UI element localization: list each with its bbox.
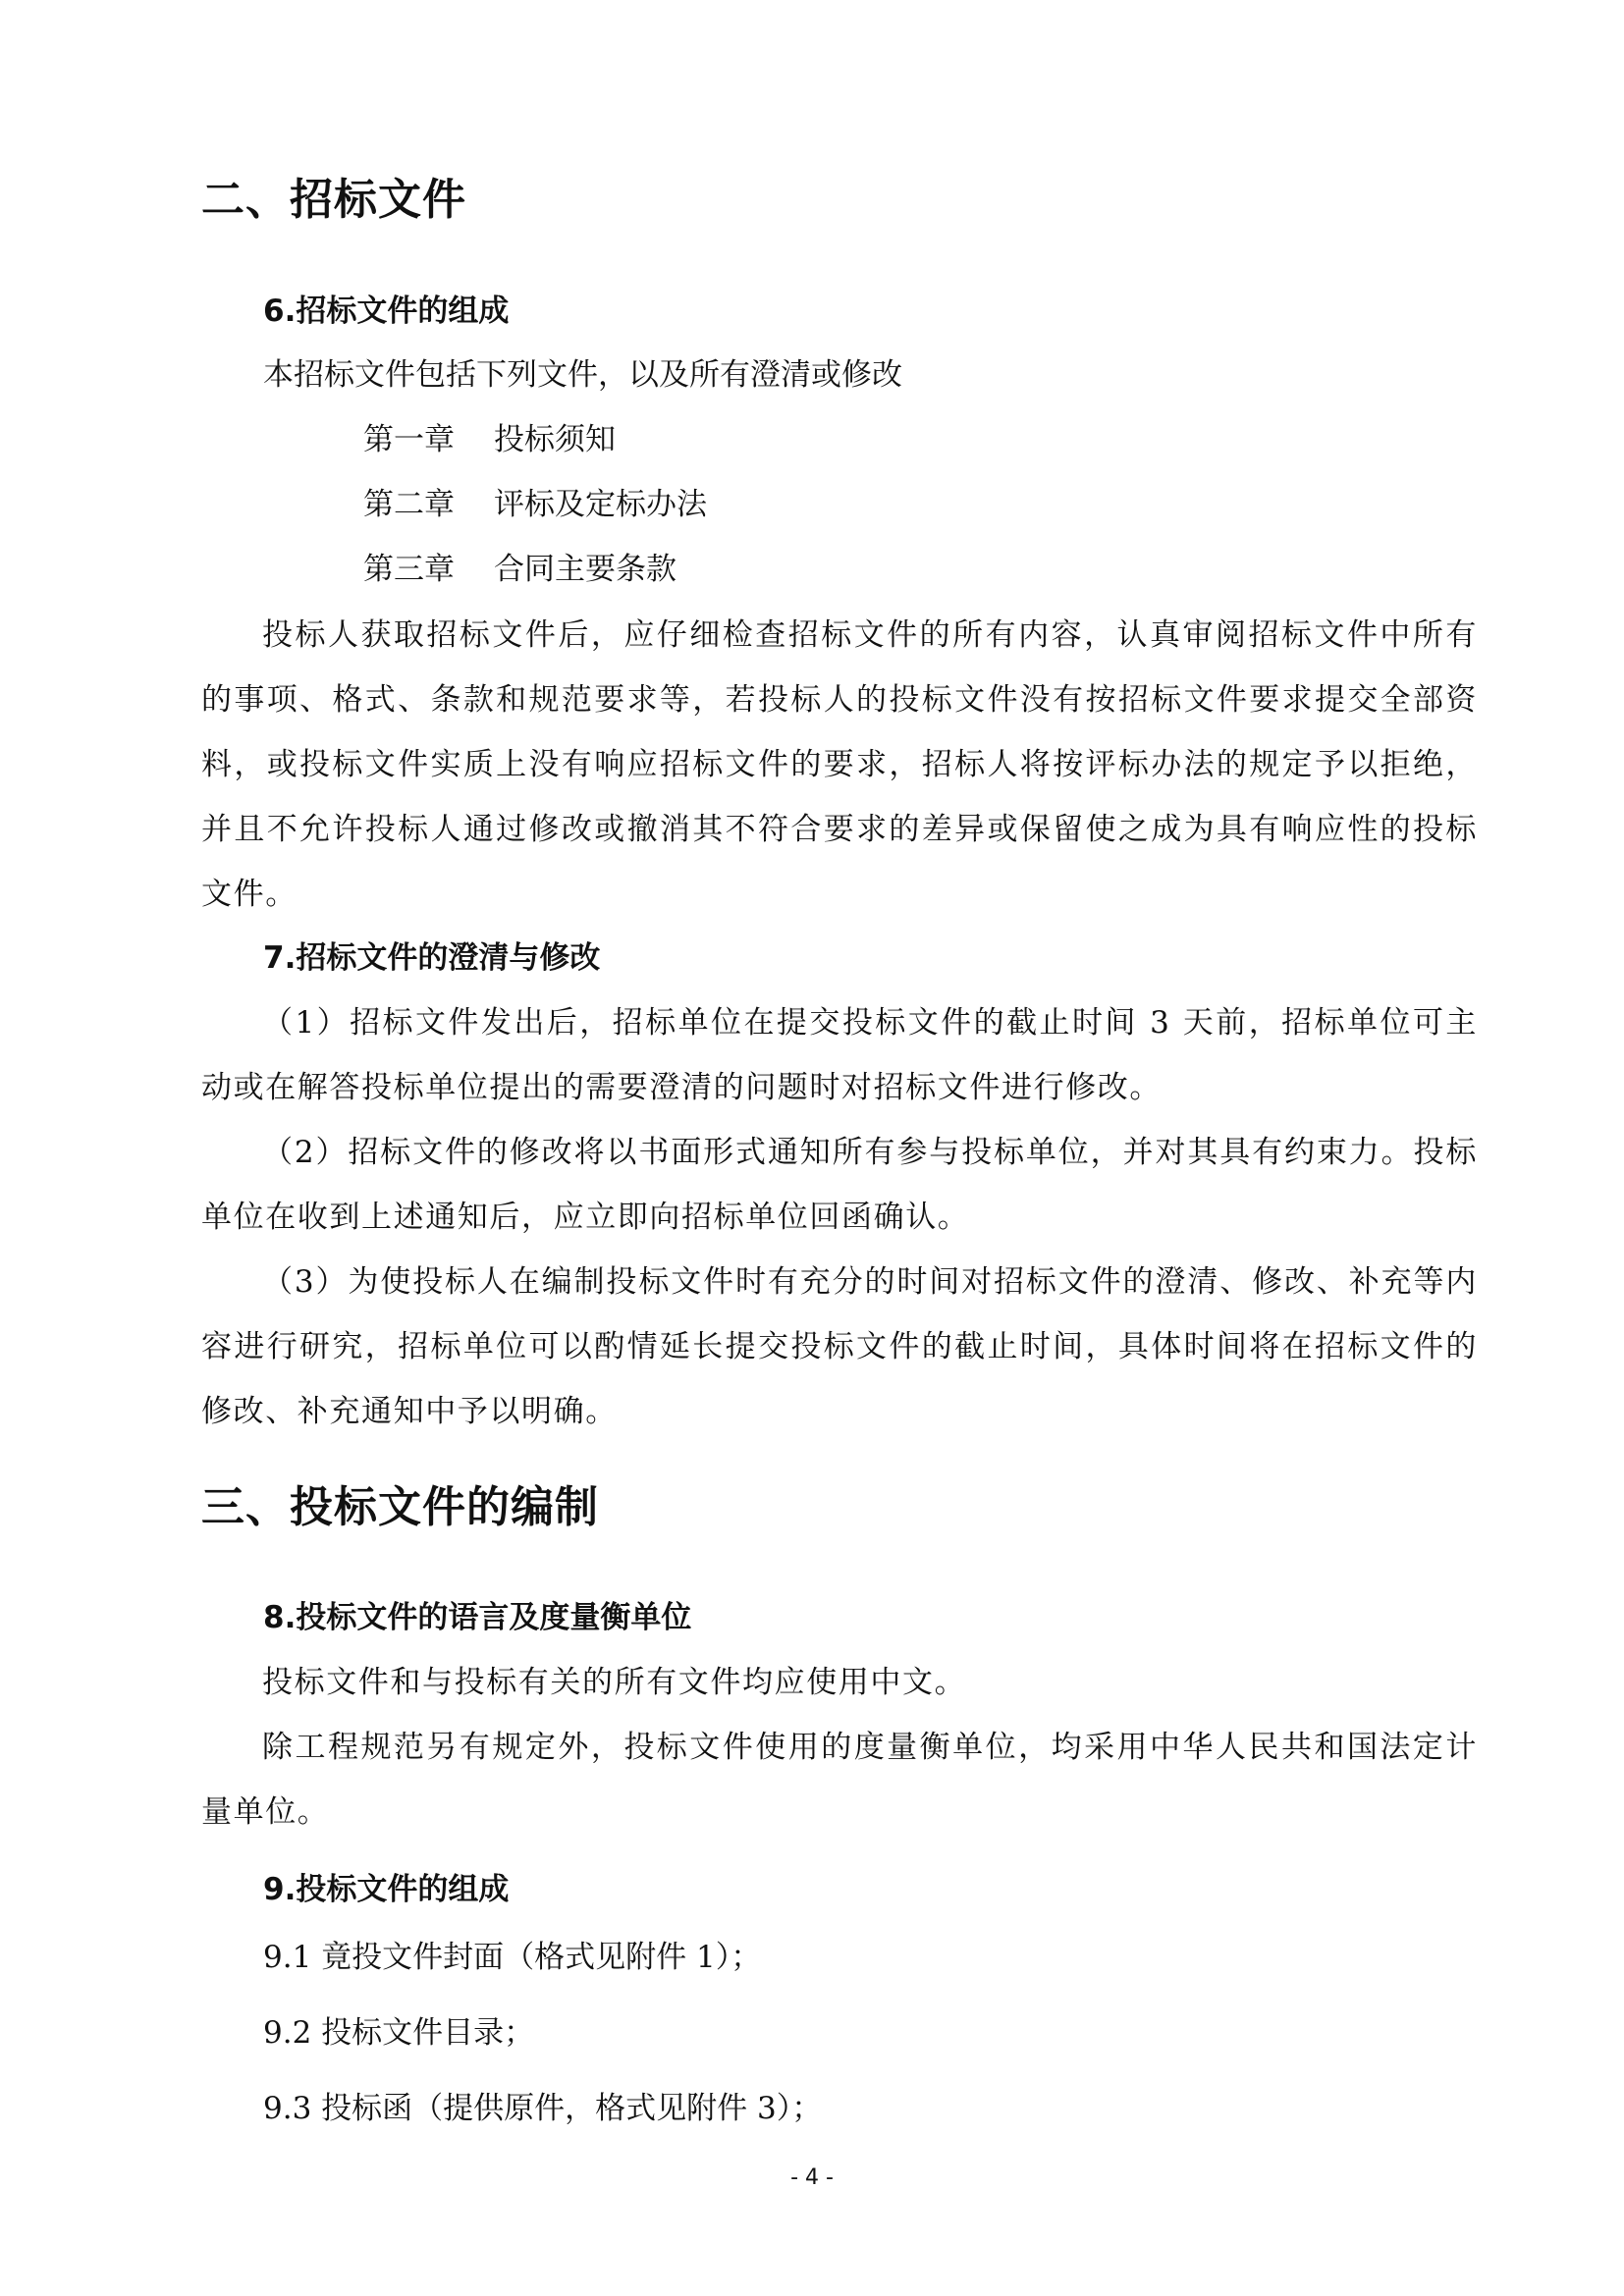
section-7-paragraph-1: （1）招标文件发出后，招标单位在提交投标文件的截止时间 3 天前，招标单位可主动或在解答投标单位提出的需要澄清的问题时对招标文件进行修改。 xyxy=(201,1005,1478,1105)
section-7-heading: 7.招标文件的澄清与修改 xyxy=(263,940,601,976)
section-7-paragraph-3: （3）为使投标人在编制投标文件时有充分的时间对招标文件的澄清、修改、补充等内容进行研究，招标单位可以酌情延长提交投标文件的截止时间，具体时间将在招标文件的修改、补充通知中予以明确。 xyxy=(201,1264,1478,1429)
section-6-heading: 6.招标文件的组成 xyxy=(263,294,510,329)
section-8-paragraph-2: 除工程规范另有规定外，投标文件使用的度量衡单位，均采用中华人民共和国法定计量单位。 xyxy=(201,1730,1478,1830)
chapter-number: 第三章 xyxy=(363,552,455,587)
section-3-heading: 三、投标文件的编制 xyxy=(201,1482,599,1532)
section-8-heading: 8.投标文件的语言及度量衡单位 xyxy=(263,1600,692,1635)
chapter-item xyxy=(363,550,677,589)
section-2-heading: 二、招标文件 xyxy=(201,175,466,225)
page-number: - 4 - xyxy=(790,2165,834,2190)
section-6-paragraph: 投标人获取招标文件后，应仔细检查招标文件的所有内容，认真审阅招标文件中所有的事项、格式、条款和规范要求等，若投标人的投标文件没有按招标文件要求提交全部资料，或投标文件实质上没有响应招标文件的要求，招标人将按评标办法的规定予以拒绝，并且不允许投标人通过修改或撤消其不符合要求的差异或保留使之成为具有响应性的投标文件。 xyxy=(201,617,1478,912)
chapter-name: 投标须知 xyxy=(494,422,616,457)
chapter-name: 合同主要条款 xyxy=(494,552,677,587)
section-9-item: 9.3 投标函（提供原件，格式见附件 3）； xyxy=(263,2091,823,2126)
section-8-paragraph-1: 投标文件和与投标有关的所有文件均应使用中文。 xyxy=(262,1665,967,1700)
section-7-paragraph-2: （2）招标文件的修改将以书面形式通知所有参与投标单位，并对其具有约束力。投标单位在收到上述通知后，应立即向招标单位回函确认。 xyxy=(201,1135,1478,1235)
chapter-item xyxy=(363,485,707,524)
chapter-item xyxy=(363,420,616,459)
chapter-number: 第一章 xyxy=(363,422,455,457)
section-9-item: 9.1 竟投文件封面（格式见附件 1）； xyxy=(263,1940,762,1975)
section-6-intro: 本招标文件包括下列文件，以及所有澄清或修改 xyxy=(263,357,902,393)
chapter-name: 评标及定标办法 xyxy=(494,487,707,522)
section-9-heading: 9.投标文件的组成 xyxy=(263,1872,510,1907)
section-9-item: 9.2 投标文件目录； xyxy=(263,2015,535,2051)
chapter-number: 第二章 xyxy=(363,487,455,522)
